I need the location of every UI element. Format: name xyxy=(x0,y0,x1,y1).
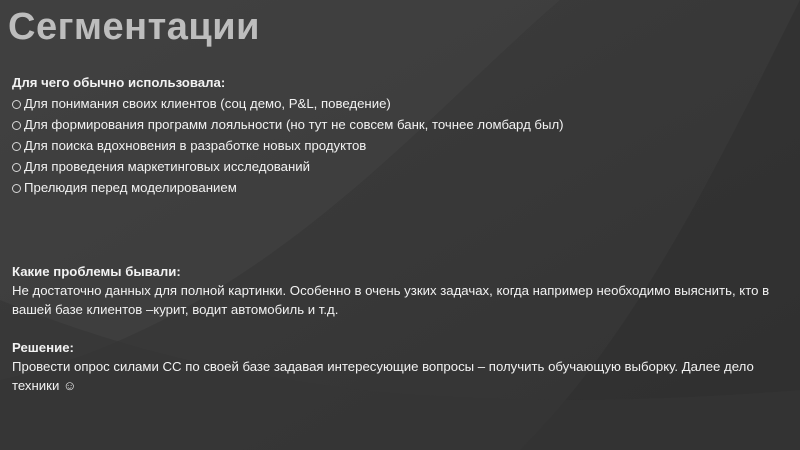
list-item xyxy=(12,156,792,177)
slide-title: Сегментации xyxy=(8,6,260,48)
intro-text: Для чего обычно использовала: xyxy=(12,75,226,90)
ring-bullet-icon xyxy=(12,100,21,109)
bullet-text: Для поиска вдохновения в разработке новых продуктов xyxy=(24,138,367,153)
list-item xyxy=(12,135,792,156)
list-item xyxy=(12,114,792,135)
problems-text: Не достаточно данных для полной картинки. Особенно в очень узких задачах, когда например необходимо выяснить, кто в вашей базе клиентов –курит, водит автомобиль и т.д. xyxy=(12,283,770,317)
ring-bullet-icon xyxy=(12,142,21,151)
list-item xyxy=(12,93,792,114)
bullet-list xyxy=(12,93,792,198)
slide-body xyxy=(12,72,792,198)
solution-heading: Решение: xyxy=(12,340,74,355)
list-item xyxy=(12,177,792,198)
bullet-text: Для формирования программ лояльности (но тут не совсем банк, точнее ломбард был) xyxy=(24,117,564,132)
ring-bullet-icon xyxy=(12,163,21,172)
bullet-text: Прелюдия перед моделированием xyxy=(24,180,237,195)
problems-section xyxy=(12,262,792,395)
ring-bullet-icon xyxy=(12,184,21,193)
problems-heading: Какие проблемы бывали: xyxy=(12,264,181,279)
ring-bullet-icon xyxy=(12,121,21,130)
bullet-text: Для проведения маркетинговых исследований xyxy=(24,159,310,174)
solution-text: Провести опрос силами СС по своей базе задавая интересующие вопросы – получить обучающую выборку. Далее дело техники ☺ xyxy=(12,359,754,393)
bullet-text: Для понимания своих клиентов (соц демо, P&L, поведение) xyxy=(24,96,391,111)
